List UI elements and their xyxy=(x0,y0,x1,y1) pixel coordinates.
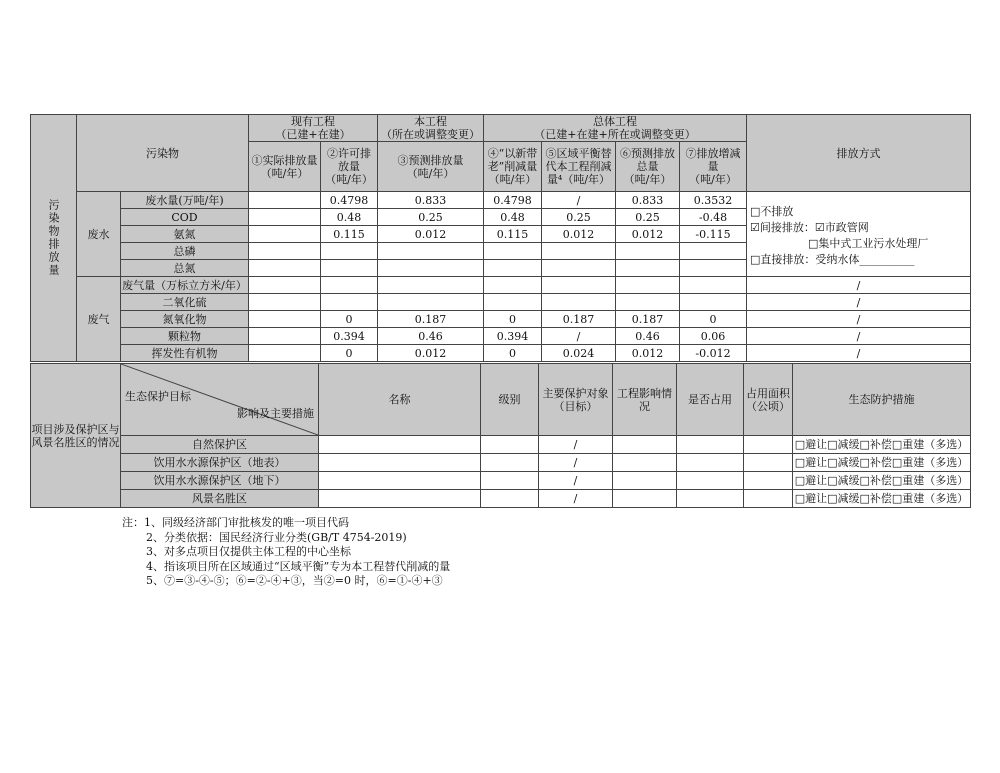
cell-c2: 0 xyxy=(321,311,378,328)
cell-c4 xyxy=(484,260,542,277)
cell-c6 xyxy=(616,260,680,277)
cell-c7: 0 xyxy=(680,311,747,328)
cell-c3: 0.833 xyxy=(378,192,484,209)
cell-c3: 0.012 xyxy=(378,226,484,243)
discharge-option-none: □不排放 xyxy=(750,205,794,218)
cell-c3: 0.012 xyxy=(378,345,484,362)
cell-discharge-mode: / xyxy=(747,277,971,294)
cell-c5 xyxy=(542,277,616,294)
cell-c4: 0.115 xyxy=(484,226,542,243)
cell-c7 xyxy=(680,243,747,260)
cell-c1 xyxy=(249,209,321,226)
eco-col-level: 级别 xyxy=(481,364,539,436)
col-emission-change: ⑦排放增减 量 （吨/年） xyxy=(680,142,747,192)
eco-col-occupy: 是否占用 xyxy=(677,364,744,436)
pollutant-name: 废气量（万标立方米/年） xyxy=(122,278,247,292)
col-actual-emission: ①实际排放量 （吨/年） xyxy=(249,142,321,192)
cell-c5 xyxy=(542,294,616,311)
discharge-option-industrial-plant: □集中式工业污水处理厂 xyxy=(808,237,929,250)
eco-cell-name xyxy=(319,490,481,508)
cell-c1 xyxy=(249,192,321,209)
eco-header-diagonal-cell xyxy=(121,364,319,436)
cell-c7: -0.115 xyxy=(680,226,747,243)
eco-cell-measures: □避让□减缓□补偿□重建（多选） xyxy=(793,472,971,490)
cell-c6: 0.46 xyxy=(616,328,680,345)
eco-cell-name xyxy=(319,436,481,454)
cell-c1 xyxy=(249,311,321,328)
cell-c4: 0.48 xyxy=(484,209,542,226)
footnotes xyxy=(122,516,450,589)
cell-discharge-mode: / xyxy=(747,345,971,362)
eco-cell-measures: □避让□减缓□补偿□重建（多选） xyxy=(793,436,971,454)
eco-header-impact: 影响及主要措施 xyxy=(237,407,314,420)
cell-c2: 0.115 xyxy=(321,226,378,243)
cell-c5 xyxy=(542,260,616,277)
cell-c5: / xyxy=(542,328,616,345)
eco-cell-object: / xyxy=(539,490,613,508)
total-project-header: 总体工程 （已建+在建+所在或调整变更） xyxy=(484,115,747,142)
eco-section-label: 项目涉及保护区与风景名胜区的情况 xyxy=(31,364,121,508)
eco-header-target: 生态保护目标 xyxy=(125,390,191,403)
cell-c1 xyxy=(249,328,321,345)
ecology-table xyxy=(30,363,971,508)
emissions-table xyxy=(30,114,971,362)
eco-cell-area xyxy=(744,472,793,490)
eco-cell-object: / xyxy=(539,472,613,490)
cell-c7: 0.3532 xyxy=(680,192,747,209)
eco-cell-level xyxy=(481,472,539,490)
cell-c4: 0.394 xyxy=(484,328,542,345)
eco-cell-area xyxy=(744,490,793,508)
eco-cell-object: / xyxy=(539,436,613,454)
eco-cell-occupy xyxy=(677,472,744,490)
col-old-for-new-reduction: ④“以新带 老”削减量 （吨/年） xyxy=(484,142,542,192)
cell-c7 xyxy=(680,294,747,311)
cell-c5 xyxy=(542,243,616,260)
wastewater-discharge-options xyxy=(747,192,971,277)
eco-cell-occupy xyxy=(677,454,744,472)
cell-c3: 0.25 xyxy=(378,209,484,226)
eco-cell-name xyxy=(319,472,481,490)
pollutant-name: 氨氮 xyxy=(121,226,249,243)
eco-cell-measures: □避让□减缓□补偿□重建（多选） xyxy=(793,454,971,472)
cell-c5: 0.024 xyxy=(542,345,616,362)
cell-c2: 0.394 xyxy=(321,328,378,345)
eco-cell-measures: □避让□减缓□补偿□重建（多选） xyxy=(793,490,971,508)
eco-cell-impact xyxy=(613,472,677,490)
pollutant-name: COD xyxy=(121,209,249,226)
eco-cell-impact xyxy=(613,454,677,472)
discharge-option-indirect: ☑间接排放：☑市政管网 xyxy=(750,221,869,234)
cell-c3 xyxy=(378,260,484,277)
col-permitted-emission: ②许可排 放量 （吨/年） xyxy=(321,142,378,192)
pollutant-name: 二氧化硫 xyxy=(121,294,249,311)
cell-c6: 0.187 xyxy=(616,311,680,328)
eco-row-name: 自然保护区 xyxy=(121,436,319,454)
cell-c3: 0.187 xyxy=(378,311,484,328)
cell-c7 xyxy=(680,277,747,294)
eco-cell-occupy xyxy=(677,490,744,508)
cell-c6 xyxy=(616,277,680,294)
cell-c2: 0.48 xyxy=(321,209,378,226)
cell-c7: 0.06 xyxy=(680,328,747,345)
col-regional-balance-reduction: ⑤区域平衡替 代本工程削减 量⁴（吨/年） xyxy=(542,142,616,192)
pollutant-name: 挥发性有机物 xyxy=(121,345,249,362)
discharge-mode-header: 排放方式 xyxy=(747,115,971,192)
cell-c6: 0.012 xyxy=(616,226,680,243)
cell-c4 xyxy=(484,243,542,260)
cell-c3 xyxy=(378,294,484,311)
eco-col-object: 主要保护对象 （目标） xyxy=(539,364,613,436)
cell-c1 xyxy=(249,243,321,260)
cell-c6: 0.833 xyxy=(616,192,680,209)
eco-cell-occupy xyxy=(677,436,744,454)
eco-cell-level xyxy=(481,454,539,472)
footnote: 2、分类依据：国民经济行业分类(GB/T 4754-2019) xyxy=(146,530,407,544)
eco-cell-impact xyxy=(613,436,677,454)
cell-c3 xyxy=(378,277,484,294)
cell-c6 xyxy=(616,243,680,260)
cell-c2 xyxy=(321,260,378,277)
col-predicted-emission: ③预测排放量 （吨/年） xyxy=(378,142,484,192)
cell-c4: 0 xyxy=(484,345,542,362)
discharge-option-direct: □直接排放：受纳水体__________ xyxy=(750,253,915,266)
cell-c5: 0.187 xyxy=(542,311,616,328)
footnote: 3、对多点项目仅提供主体工程的中心坐标 xyxy=(146,545,351,558)
cell-discharge-mode: / xyxy=(747,311,971,328)
footnote: 注：1、同级经济部门审批核发的唯一项目代码 xyxy=(122,516,349,529)
eco-cell-object: / xyxy=(539,454,613,472)
cell-c2: 0.4798 xyxy=(321,192,378,209)
cell-c3 xyxy=(378,243,484,260)
cell-c7 xyxy=(680,260,747,277)
col-predicted-total: ⑥预测排放 总量 （吨/年） xyxy=(616,142,680,192)
existing-project-header: 现有工程 （已建+在建） xyxy=(249,115,378,142)
cell-c7: -0.48 xyxy=(680,209,747,226)
eco-cell-level xyxy=(481,436,539,454)
this-project-header: 本工程 （所在或调整变更） xyxy=(378,115,484,142)
pollutant-header: 污染物 xyxy=(77,115,249,192)
cell-c6: 0.25 xyxy=(616,209,680,226)
pollutant-name: 颗粒物 xyxy=(121,328,249,345)
cell-c2 xyxy=(321,294,378,311)
eco-row-name: 饮用水水源保护区（地下） xyxy=(121,472,319,490)
cell-c2: 0 xyxy=(321,345,378,362)
cell-c6: 0.012 xyxy=(616,345,680,362)
cell-c3: 0.46 xyxy=(378,328,484,345)
footnote: 4、指该项目所在区域通过“区域平衡”专为本工程替代削减的量 xyxy=(146,559,451,573)
eco-row-name: 饮用水水源保护区（地表） xyxy=(121,454,319,472)
pollutant-name: 总氮 xyxy=(121,260,249,277)
eco-col-impact: 工程影响情 况 xyxy=(613,364,677,436)
cell-discharge-mode: / xyxy=(747,294,971,311)
cell-c5: 0.25 xyxy=(542,209,616,226)
emissions-section-label: 污染物排放量 xyxy=(31,115,77,362)
cell-c4 xyxy=(484,277,542,294)
cell-c1 xyxy=(249,294,321,311)
eco-cell-impact xyxy=(613,490,677,508)
eco-col-measures: 生态防护措施 xyxy=(793,364,971,436)
pollutant-name: 总磷 xyxy=(121,243,249,260)
cell-c5: / xyxy=(542,192,616,209)
cell-c1 xyxy=(249,226,321,243)
cell-c4 xyxy=(484,294,542,311)
cell-discharge-mode: / xyxy=(747,328,971,345)
cell-c1 xyxy=(249,345,321,362)
cell-c4: 0 xyxy=(484,311,542,328)
eco-cell-area xyxy=(744,436,793,454)
eco-col-area: 占用面积 （公顷） xyxy=(744,364,793,436)
cell-c2 xyxy=(321,277,378,294)
eco-cell-level xyxy=(481,490,539,508)
footnote: 5、⑦=③-④-⑤；⑥=②-④+③，当②=0 时，⑥=①-④+③ xyxy=(146,574,443,587)
cell-c7: -0.012 xyxy=(680,345,747,362)
wastegas-label: 废气 xyxy=(77,277,121,362)
cell-c5: 0.012 xyxy=(542,226,616,243)
pollutant-name: 氮氧化物 xyxy=(121,311,249,328)
cell-c2 xyxy=(321,243,378,260)
eco-cell-name xyxy=(319,454,481,472)
cell-c1 xyxy=(249,260,321,277)
eco-cell-area xyxy=(744,454,793,472)
eco-col-name: 名称 xyxy=(319,364,481,436)
wastewater-label: 废水 xyxy=(77,192,121,277)
pollutant-name: 废水量(万吨/年) xyxy=(121,192,249,209)
eco-row-name: 风景名胜区 xyxy=(121,490,319,508)
cell-c1 xyxy=(249,277,321,294)
cell-c4: 0.4798 xyxy=(484,192,542,209)
cell-c6 xyxy=(616,294,680,311)
